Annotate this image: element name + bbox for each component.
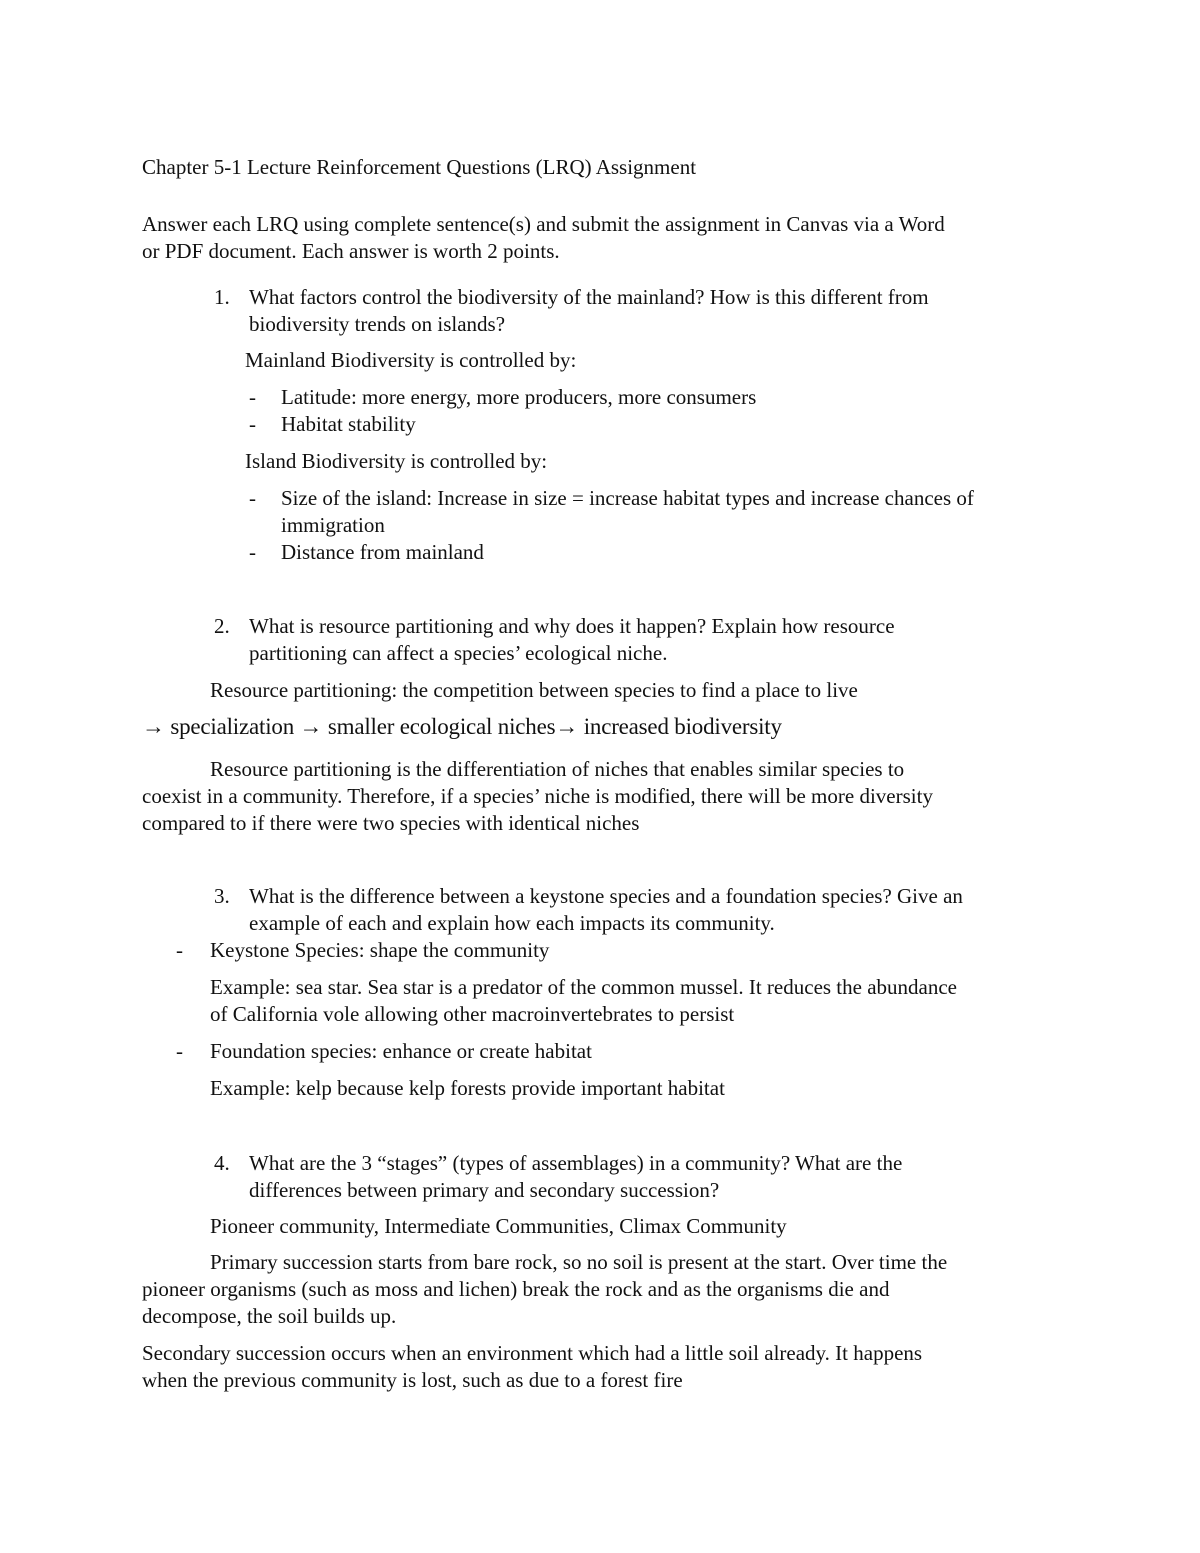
q3-keystone: Keystone Species: shape the community bbox=[210, 938, 550, 962]
q1-question-line-2: biodiversity trends on islands? bbox=[249, 312, 506, 336]
q3-foundation-example: Example: kelp because kelp forests provide important habitat bbox=[210, 1076, 725, 1100]
page-title: Chapter 5-1 Lecture Reinforcement Questions (LRQ) Assignment bbox=[142, 155, 697, 179]
q2-number: 2. bbox=[214, 614, 230, 638]
q4-secondary-line-2: when the previous community is lost, such as due to a forest fire bbox=[142, 1368, 683, 1392]
q3-keystone-example-2: of California vole allowing other macroinvertebrates to persist bbox=[210, 1002, 735, 1026]
q2-paragraph-line-3: compared to if there were two species with identical niches bbox=[142, 811, 640, 835]
bullet-dash: - bbox=[176, 1039, 183, 1063]
q4-question-line-2: differences between primary and secondary succession? bbox=[249, 1178, 720, 1202]
q3-question-line-1: What is the difference between a keystone species and a foundation species? Give an bbox=[249, 884, 963, 908]
q4-question-line-1: What are the 3 “stages” (types of assemblages) in a community? What are the bbox=[249, 1151, 903, 1175]
bullet-dash: - bbox=[249, 540, 256, 564]
q4-stages: Pioneer community, Intermediate Communities, Climax Community bbox=[210, 1214, 787, 1238]
bullet-dash: - bbox=[249, 486, 256, 510]
q1-mainland-item-1: Latitude: more energy, more producers, more consumers bbox=[281, 385, 757, 409]
q1-island-item-2: Distance from mainland bbox=[281, 540, 484, 564]
q1-island-heading: Island Biodiversity is controlled by: bbox=[245, 449, 548, 473]
q1-number: 1. bbox=[214, 285, 230, 309]
instructions-line-1: Answer each LRQ using complete sentence(s) and submit the assignment in Canvas via a Word bbox=[142, 212, 945, 236]
q1-island-item-1-cont: immigration bbox=[281, 513, 385, 537]
q4-primary-line-3: decompose, the soil builds up. bbox=[142, 1304, 397, 1328]
q2-answer-line: Resource partitioning: the competition between species to find a place to live bbox=[210, 678, 858, 702]
q4-number: 4. bbox=[214, 1151, 230, 1175]
bullet-dash: - bbox=[249, 385, 256, 409]
q2-question-line-2: partitioning can affect a species’ ecological niche. bbox=[249, 641, 668, 665]
q2-paragraph-line-2: coexist in a community. Therefore, if a species’ niche is modified, there will be more diversity bbox=[142, 784, 933, 808]
q3-keystone-example-1: Example: sea star. Sea star is a predator of the common mussel. It reduces the abundance bbox=[210, 975, 957, 999]
q4-secondary-line-1: Secondary succession occurs when an environment which had a little soil already. It happens bbox=[142, 1341, 923, 1365]
q1-mainland-heading: Mainland Biodiversity is controlled by: bbox=[245, 348, 577, 372]
instructions-line-2: or PDF document. Each answer is worth 2 points. bbox=[142, 239, 560, 263]
q2-paragraph-line-1: Resource partitioning is the differentiation of niches that enables similar species to bbox=[210, 757, 905, 781]
q3-foundation: Foundation species: enhance or create habitat bbox=[210, 1039, 592, 1063]
q3-question-line-2: example of each and explain how each impacts its community. bbox=[249, 911, 775, 935]
q2-arrow-chain: → specialization → smaller ecological niches→ increased biodiversity bbox=[142, 714, 782, 739]
q3-number: 3. bbox=[214, 884, 230, 908]
q1-mainland-item-2: Habitat stability bbox=[281, 412, 416, 436]
bullet-dash: - bbox=[176, 938, 183, 962]
q1-island-item-1: Size of the island: Increase in size = increase habitat types and increase chances of bbox=[281, 486, 974, 510]
bullet-dash: - bbox=[249, 412, 256, 436]
q4-primary-line-1: Primary succession starts from bare rock, so no soil is present at the start. Over time the bbox=[210, 1250, 948, 1274]
q1-question-line-1: What factors control the biodiversity of the mainland? How is this different from bbox=[249, 285, 929, 309]
q2-question-line-1: What is resource partitioning and why does it happen? Explain how resource bbox=[249, 614, 895, 638]
q4-primary-line-2: pioneer organisms (such as moss and lichen) break the rock and as the organisms die and bbox=[142, 1277, 890, 1301]
